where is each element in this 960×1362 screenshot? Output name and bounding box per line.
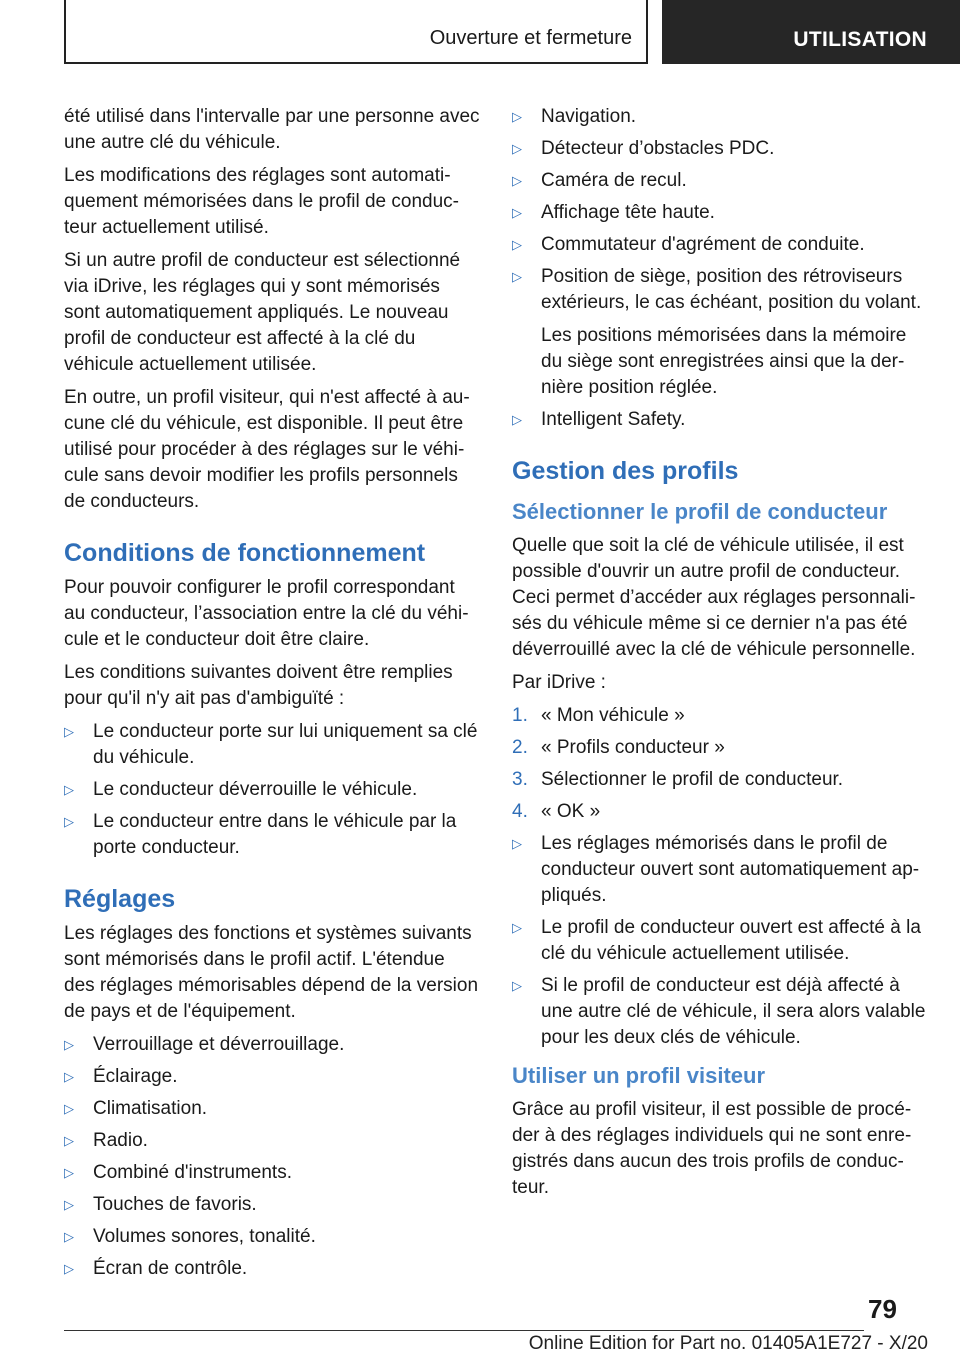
chapter-header-box bbox=[64, 0, 648, 64]
section-header-tab bbox=[662, 0, 960, 64]
list-item bbox=[512, 915, 928, 967]
bullet-icon: ▷ bbox=[64, 814, 74, 829]
paragraph: En outre, un profil visiteur, qui n'est affecté à aucune clé du véhicule, est disponible. Il peut être utilisé pour procéder à des réglages sur le véhicule sans devoir modifier les profils personnels de conducteurs. bbox=[64, 387, 470, 512]
list-item bbox=[512, 831, 928, 909]
list-item bbox=[512, 168, 928, 194]
bullet-icon: ▷ bbox=[512, 109, 522, 124]
settings-list-continued bbox=[512, 104, 928, 433]
list-item-text: Les réglages mémorisés dans le profil de conducteur ouvert sont automatiquement appliqués. bbox=[541, 833, 920, 906]
list-item-text: Intelligent Safety. bbox=[541, 409, 686, 430]
list-item-text: Combiné d'instruments. bbox=[93, 1162, 292, 1183]
paragraph: été utilisé dans l'intervalle par une personne avec une autre clé du véhicule. bbox=[64, 106, 480, 153]
bullet-icon: ▷ bbox=[512, 978, 522, 993]
list-item bbox=[64, 1192, 480, 1218]
bullet-icon: ▷ bbox=[512, 173, 522, 188]
step-item bbox=[512, 735, 928, 761]
list-item bbox=[512, 264, 928, 401]
list-item-text: Caméra de recul. bbox=[541, 170, 687, 191]
step-text: « Profils conducteur » bbox=[541, 737, 725, 758]
paragraph: Pour pouvoir configurer le profil correspondant au conducteur, l’association entre la clé du véhicule et le conducteur doit être claire. bbox=[64, 577, 469, 650]
bullet-icon: ▷ bbox=[512, 141, 522, 156]
subheading-visitor-profile: Utiliser un profil visiteur bbox=[512, 1063, 766, 1088]
paragraph: Quelle que soit la clé de véhicule utilisée, il est possible d'ouvrir un autre profil de conducteur. Ceci permet d’accéder aux réglages personnalisés du véhicule même si ce dernier n'a pas été déverrouillé avec la clé de véhicule personnelle. bbox=[512, 535, 916, 660]
list-item bbox=[64, 1064, 480, 1090]
list-item bbox=[512, 407, 928, 433]
paragraph: Les modifications des réglages sont automatiquement mémorisées dans le profil de conducteur actuellement utilisé. bbox=[64, 165, 459, 238]
paragraph: Les réglages des fonctions et systèmes suivants sont mémorisés dans le profil actif. L'étendue des réglages mémorisables dépend de la version de pays et de l'équipement. bbox=[64, 923, 479, 1022]
list-item-text: Commutateur d'agrément de conduite. bbox=[541, 234, 865, 255]
paragraph: Grâce au profil visiteur, il est possible de procéder à des réglages individuels qui ne sont enregistrés dans aucun des trois profils de conducteur. bbox=[512, 1099, 912, 1198]
list-item-text: Position de siège, position des rétroviseurs extérieurs, le cas échéant, position du volant. bbox=[541, 266, 922, 313]
list-item bbox=[512, 232, 928, 258]
list-item bbox=[64, 1224, 480, 1250]
bullet-icon: ▷ bbox=[512, 920, 522, 935]
bullet-icon: ▷ bbox=[512, 836, 522, 851]
list-item-note: Les positions mémorisées dans la mémoire du siège sont enregistrées ainsi que la dernière position réglée. bbox=[541, 325, 907, 398]
list-item bbox=[512, 973, 928, 1051]
steps-list bbox=[512, 703, 928, 825]
list-item bbox=[512, 104, 928, 130]
list-item-text: Éclairage. bbox=[93, 1066, 178, 1087]
left-column bbox=[64, 104, 480, 1288]
list-item-text: Touches de favoris. bbox=[93, 1194, 257, 1215]
step-text: « Mon véhicule » bbox=[541, 705, 685, 726]
list-item-text: Affichage tête haute. bbox=[541, 202, 715, 223]
bullet-icon: ▷ bbox=[64, 1101, 74, 1116]
subheading-select-profile: Sélectionner le profil de conducteur bbox=[512, 499, 888, 524]
heading-conditions: Conditions de fonctionnement bbox=[64, 539, 426, 567]
list-item-text: Le profil de conducteur ouvert est affecté à la clé du véhicule actuellement utilisée. bbox=[541, 917, 921, 964]
step-number: 4. bbox=[512, 801, 528, 822]
bullet-icon: ▷ bbox=[512, 205, 522, 220]
paragraph: Par iDrive : bbox=[512, 672, 606, 693]
list-item-text: Le conducteur entre dans le véhicule par la porte conducteur. bbox=[93, 811, 457, 858]
list-item bbox=[64, 1128, 480, 1154]
list-item bbox=[64, 719, 480, 771]
list-item bbox=[512, 200, 928, 226]
heading-reglages: Réglages bbox=[64, 885, 176, 913]
bullet-icon: ▷ bbox=[512, 237, 522, 252]
bullet-icon: ▷ bbox=[64, 1133, 74, 1148]
list-item bbox=[64, 777, 480, 803]
chapter-title: Ouverture et fermeture bbox=[429, 27, 632, 49]
bullet-icon: ▷ bbox=[64, 1197, 74, 1212]
bullet-icon: ▷ bbox=[64, 1037, 74, 1052]
list-item-text: Détecteur d’obstacles PDC. bbox=[541, 138, 775, 159]
list-item bbox=[64, 809, 480, 861]
step-number: 3. bbox=[512, 769, 528, 790]
paragraph: Si un autre profil de conducteur est sélectionné via iDrive, les réglages qui y sont mémorisés sont automatiquement appliqués. Le nouveau profil de conducteur est affecté à la clé du véhicule actuellement utilisée. bbox=[64, 250, 461, 375]
list-item-text: Verrouillage et déverrouillage. bbox=[93, 1034, 345, 1055]
list-item bbox=[64, 1032, 480, 1058]
list-item-text: Si le profil de conducteur est déjà affecté à une autre clé de véhicule, il sera alors valable pour les deux clés de véhicule. bbox=[541, 975, 926, 1048]
step-number: 2. bbox=[512, 737, 528, 758]
list-item-text: Le conducteur porte sur lui uniquement sa clé du véhicule. bbox=[93, 721, 478, 768]
step-number: 1. bbox=[512, 705, 528, 726]
list-item-text: Le conducteur déverrouille le véhicule. bbox=[93, 779, 418, 800]
step-item bbox=[512, 703, 928, 729]
step-item bbox=[512, 799, 928, 825]
list-item bbox=[64, 1256, 480, 1282]
settings-list bbox=[64, 1032, 480, 1282]
page-number: 79 bbox=[868, 1294, 897, 1324]
list-item bbox=[512, 136, 928, 162]
bullet-icon: ▷ bbox=[512, 412, 522, 427]
bullet-icon: ▷ bbox=[64, 1069, 74, 1084]
list-item-text: Climatisation. bbox=[93, 1098, 208, 1119]
bullet-icon: ▷ bbox=[64, 724, 74, 739]
list-item bbox=[64, 1096, 480, 1122]
section-title: UTILISATION bbox=[793, 28, 927, 51]
paragraph: Les conditions suivantes doivent être remplies pour qu'il n'y ait pas d'ambiguïté : bbox=[64, 662, 453, 709]
bullet-icon: ▷ bbox=[64, 1261, 74, 1276]
bullet-icon: ▷ bbox=[64, 782, 74, 797]
results-list bbox=[512, 831, 928, 1051]
footer-divider bbox=[64, 1330, 864, 1331]
heading-gestion-profils: Gestion des profils bbox=[512, 457, 739, 485]
list-item-text: Navigation. bbox=[541, 106, 637, 127]
footer-edition-text: Online Edition for Part no. 01405A1E727 - X/20 bbox=[528, 1333, 928, 1354]
step-text: « OK » bbox=[541, 801, 601, 822]
bullet-icon: ▷ bbox=[64, 1165, 74, 1180]
list-item bbox=[64, 1160, 480, 1186]
bullet-icon: ▷ bbox=[64, 1229, 74, 1244]
list-item-text: Écran de contrôle. bbox=[93, 1258, 248, 1279]
list-item-text: Volumes sonores, tonalité. bbox=[93, 1226, 316, 1247]
step-item bbox=[512, 767, 928, 793]
conditions-list bbox=[64, 719, 480, 861]
right-column bbox=[512, 104, 928, 1208]
step-text: Sélectionner le profil de conducteur. bbox=[541, 769, 844, 790]
bullet-icon: ▷ bbox=[512, 269, 522, 284]
list-item-text: Radio. bbox=[93, 1130, 148, 1151]
